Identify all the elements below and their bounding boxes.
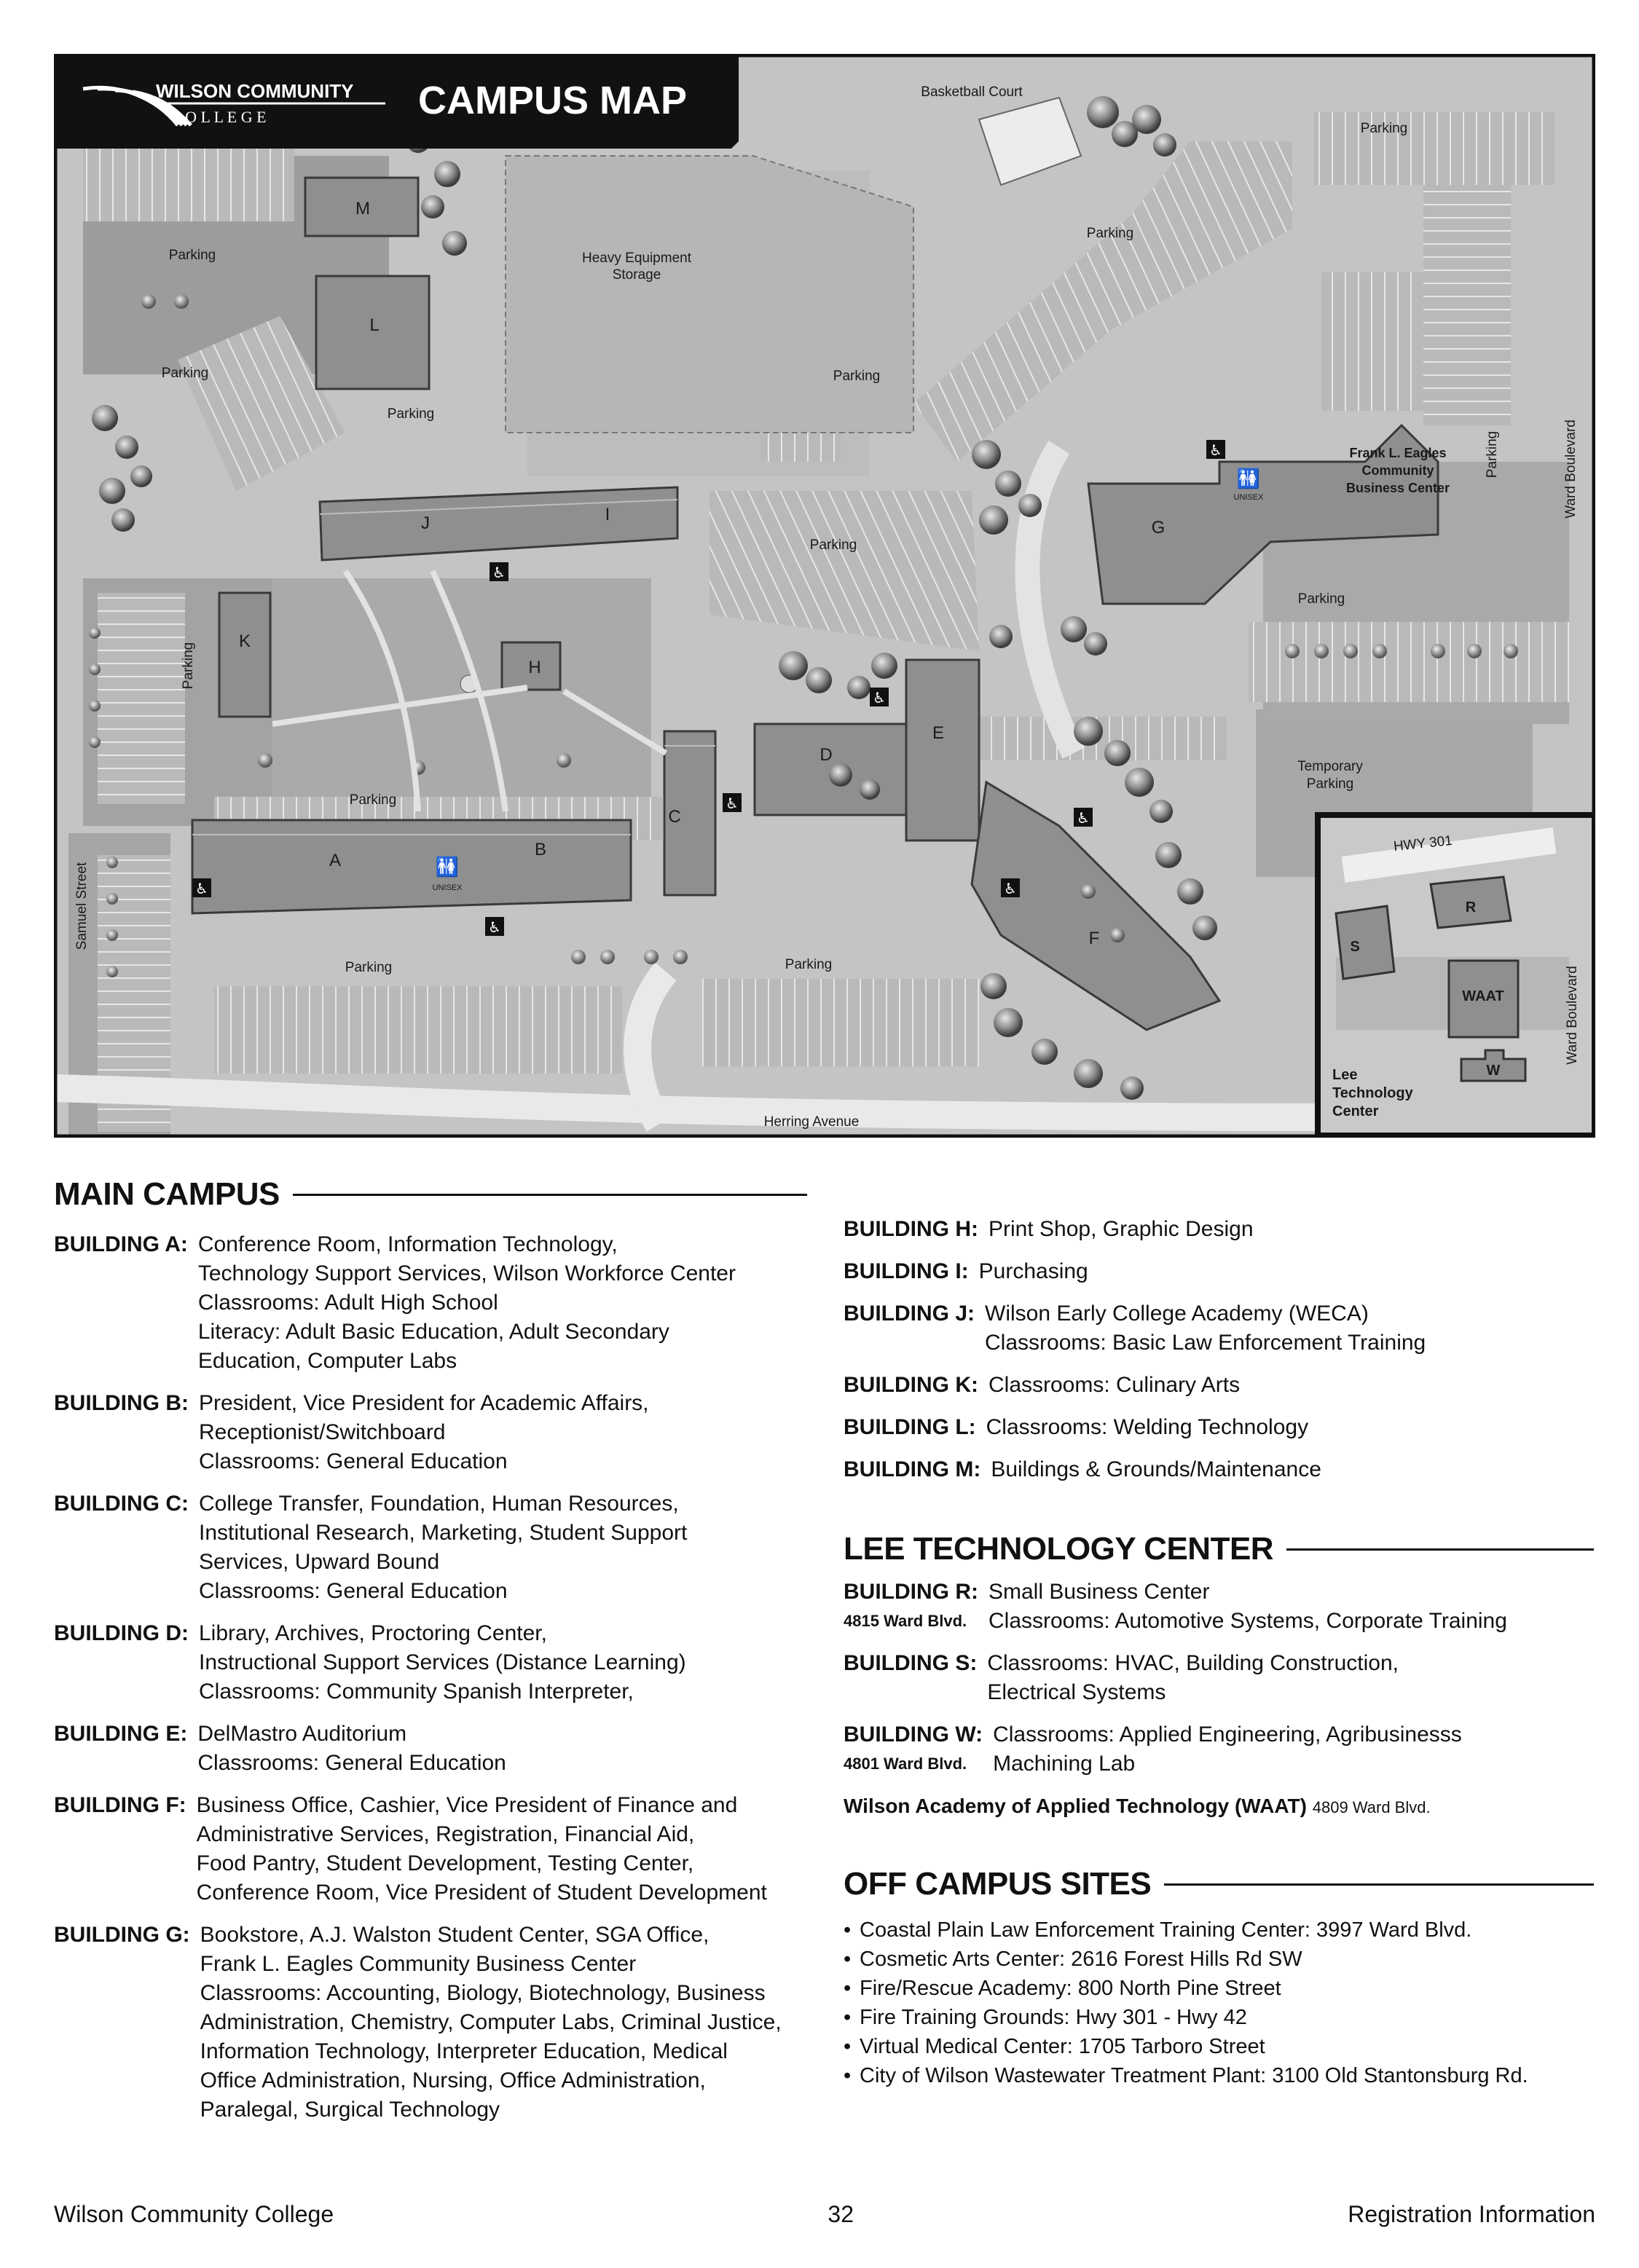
footer-section: Registration Information xyxy=(1348,2201,1595,2227)
svg-text:♿: ♿ xyxy=(873,689,886,706)
svg-text:♿: ♿ xyxy=(1209,441,1222,459)
building-entry xyxy=(844,1720,1594,1779)
parking-label: Parking xyxy=(161,366,209,381)
building-key xyxy=(844,1720,983,1779)
parking-label: Parking xyxy=(181,642,196,690)
svg-text:🚻: 🚻 xyxy=(435,857,460,878)
building-description-line: Classrooms: General Education xyxy=(197,1751,506,1775)
building-label: D xyxy=(820,745,833,765)
building-description-line: Classrooms: Automotive Systems, Corporate Training xyxy=(988,1609,1507,1633)
building-entry xyxy=(844,1413,1594,1442)
building-entry xyxy=(54,1389,807,1476)
svg-text:♿: ♿ xyxy=(1004,880,1017,897)
building-description-line: Paralegal, Surgical Technology xyxy=(200,2098,500,2122)
building-key: BUILDING E: xyxy=(54,1722,188,1746)
building-description-line: Classrooms: Accounting, Biology, Biotechnology, Business xyxy=(200,1981,766,2005)
parking-label: Parking xyxy=(1086,226,1134,241)
building-description-line: Institutional Research, Marketing, Student Support xyxy=(198,1521,688,1545)
building-description-line: Frank L. Eagles Community Business Center xyxy=(200,1952,637,1976)
building-key: BUILDING M: xyxy=(844,1457,981,1481)
off-campus-site-text: Fire Training Grounds: Hwy 301 - Hwy 42 xyxy=(860,2006,1247,2029)
building-description-line: Food Pantry, Student Development, Testing Center, xyxy=(196,1851,694,1875)
building-address: 4815 Ward Blvd. xyxy=(844,1612,967,1630)
bullet-icon: • xyxy=(844,2006,852,2029)
building-label: L xyxy=(369,315,380,335)
building-entry xyxy=(54,1230,807,1376)
off-campus-site xyxy=(844,1915,1594,1945)
waat-entry xyxy=(844,1792,1594,1822)
campus-map xyxy=(54,54,1595,1138)
building-entry xyxy=(54,1791,807,1907)
frank-eagles-label: Community xyxy=(1361,463,1434,478)
building-entry xyxy=(54,1921,807,2125)
building-description-line: Conference Room, Information Technology, xyxy=(197,1232,618,1256)
ward-boulevard-label: Ward Boulevard xyxy=(1563,420,1579,519)
building-description-line: Classrooms: Basic Law Enforcement Training xyxy=(985,1331,1426,1355)
building-description-line: Purchasing xyxy=(978,1259,1088,1283)
off-campus-site-text: Coastal Plain Law Enforcement Training Center: 3997 Ward Blvd. xyxy=(860,1918,1472,1942)
building-description-line: Classrooms: Applied Engineering, Agribusinesss xyxy=(993,1722,1462,1747)
building-label: J xyxy=(421,513,430,533)
building-label: B xyxy=(534,840,547,859)
parking-label: Parking xyxy=(809,538,857,553)
svg-text:♿: ♿ xyxy=(488,918,501,936)
parking-label: Parking xyxy=(345,960,393,975)
building-label: C xyxy=(668,807,681,827)
building-entry xyxy=(54,1720,807,1778)
ward-boulevard-label: Ward Boulevard xyxy=(1565,966,1580,1065)
building-description-line: Services, Upward Bound xyxy=(198,1550,440,1574)
building-label: H xyxy=(528,658,541,677)
building-entry xyxy=(844,1257,1594,1286)
bullet-icon: • xyxy=(844,2035,852,2058)
building-key: BUILDING S: xyxy=(844,1651,978,1675)
page-footer xyxy=(54,2201,1595,2228)
svg-text:♿: ♿ xyxy=(726,795,739,812)
off-campus-heading: OFF CAMPUS SITES xyxy=(844,1866,1594,1902)
building-key xyxy=(844,1578,978,1636)
building-key: BUILDING B: xyxy=(54,1391,189,1415)
off-campus-site xyxy=(844,2061,1594,2090)
building-key-text: BUILDING R: xyxy=(844,1580,978,1604)
building-description-line: Business Office, Cashier, Vice President of Finance and xyxy=(196,1793,738,1817)
building-entry xyxy=(844,1455,1594,1484)
building-label: F xyxy=(1088,929,1100,948)
building-description-line: Administrative Services, Registration, Financial Aid, xyxy=(196,1822,695,1846)
building-key: BUILDING H: xyxy=(844,1217,978,1241)
main-campus-section xyxy=(54,1176,807,2138)
building-e xyxy=(906,660,979,840)
building-description-line: Classrooms: HVAC, Building Construction, xyxy=(987,1651,1399,1675)
main-campus-heading: MAIN CAMPUS xyxy=(54,1176,807,1213)
building-key: BUILDING I: xyxy=(844,1259,969,1283)
building-label: WAAT xyxy=(1462,988,1504,1004)
building-description-line: Technology Support Services, Wilson Workforce Center xyxy=(197,1261,736,1285)
parking-label: Parking xyxy=(1297,591,1345,607)
building-description-line: Small Business Center xyxy=(988,1580,1210,1604)
off-campus-site xyxy=(844,2032,1594,2061)
frank-eagles-label: Business Center xyxy=(1345,481,1450,495)
building-description-line: Instructional Support Services (Distance Learning) xyxy=(198,1650,686,1674)
waat-address: 4809 Ward Blvd. xyxy=(1312,1798,1431,1816)
building-key: BUILDING L: xyxy=(844,1415,976,1439)
building-entry xyxy=(844,1215,1594,1244)
building-label: K xyxy=(238,631,251,651)
temporary-parking-label: Parking xyxy=(1306,776,1354,792)
svg-text:🚻: 🚻 xyxy=(1236,468,1261,490)
herring-avenue-label: Herring Avenue xyxy=(763,1114,860,1130)
hwy-301-label: HWY 301 xyxy=(1393,832,1453,855)
building-description-line: Administration, Chemistry, Computer Labs, Criminal Justice, xyxy=(200,2010,782,2034)
page-number: 32 xyxy=(828,2201,854,2227)
building-description-line: Electrical Systems xyxy=(987,1680,1166,1704)
off-campus-site-text: Cosmetic Arts Center: 2616 Forest Hills Rd SW xyxy=(860,1948,1302,1971)
building-entry xyxy=(844,1371,1594,1400)
building-entry xyxy=(54,1619,807,1706)
off-campus-site-text: Fire/Rescue Academy: 800 North Pine Street xyxy=(860,1977,1281,2000)
bullet-icon: • xyxy=(844,2064,852,2087)
building-key: BUILDING A: xyxy=(54,1232,188,1256)
building-label: W xyxy=(1486,1063,1501,1079)
building-entry xyxy=(844,1578,1594,1636)
building-description-line: Print Shop, Graphic Design xyxy=(988,1217,1254,1241)
svg-text:♿: ♿ xyxy=(1077,809,1090,827)
unisex-label: UNISEX xyxy=(432,883,463,892)
bullet-icon: • xyxy=(844,1977,852,2000)
building-entry xyxy=(844,1649,1594,1707)
bullet-icon: • xyxy=(844,1948,852,1971)
building-label: I xyxy=(605,505,610,524)
building-description-line: Wilson Early College Academy (WECA) xyxy=(985,1302,1369,1326)
off-campus-site-text: Virtual Medical Center: 1705 Tarboro Street xyxy=(860,2035,1265,2058)
bullet-icon: • xyxy=(844,1918,852,1942)
map-title-block xyxy=(54,54,739,149)
college-name-line2: C O L L E G E xyxy=(170,108,267,126)
parking-label: Parking xyxy=(168,248,216,263)
waat-name: Wilson Academy of Applied Technology (WAAT) xyxy=(844,1795,1307,1817)
lee-technology-label: Center xyxy=(1332,1103,1379,1119)
building-description-line: Classrooms: Community Spanish Interpreter, xyxy=(198,1680,634,1704)
lee-technology-label: Lee xyxy=(1332,1067,1358,1083)
off-campus-site xyxy=(844,1945,1594,1974)
footer-college: Wilson Community College xyxy=(54,2201,334,2227)
svg-text:♿: ♿ xyxy=(195,880,208,897)
building-description-line: Classrooms: Adult High School xyxy=(197,1291,498,1315)
building-key: BUILDING G: xyxy=(54,1923,190,1947)
building-description-line: Classrooms: Culinary Arts xyxy=(988,1373,1241,1397)
building-description-line: Classrooms: General Education xyxy=(198,1449,508,1473)
samuel-street-label: Samuel Street xyxy=(74,862,90,950)
building-description-line: Conference Room, Vice President of Student Development xyxy=(196,1881,767,1905)
parking-label: Parking xyxy=(349,792,397,808)
building-entry xyxy=(844,1299,1594,1358)
basketball-court-label: Basketball Court xyxy=(921,84,1023,100)
page-title: CAMPUS MAP xyxy=(418,79,688,122)
building-address: 4801 Ward Blvd. xyxy=(844,1755,967,1773)
building-description-line: Education, Computer Labs xyxy=(197,1349,457,1373)
building-description-line: Classrooms: General Education xyxy=(198,1579,508,1603)
lee-center-heading: LEE TECHNOLOGY CENTER xyxy=(844,1531,1594,1567)
building-description-line: Classrooms: Welding Technology xyxy=(986,1415,1309,1439)
building-label: A xyxy=(329,851,342,870)
building-entry xyxy=(54,1489,807,1606)
building-key-text: BUILDING W: xyxy=(844,1722,983,1747)
building-key: BUILDING D: xyxy=(54,1621,189,1645)
right-column xyxy=(844,1215,1594,2090)
parking-label: Parking xyxy=(1360,121,1408,136)
svg-text:♿: ♿ xyxy=(492,564,506,581)
college-name-line1: WILSON COMMUNITY xyxy=(156,80,354,102)
off-campus-site xyxy=(844,2003,1594,2032)
unisex-label: UNISEX xyxy=(1233,493,1264,502)
building-description-line: Library, Archives, Proctoring Center, xyxy=(198,1621,547,1645)
parking-label: Parking xyxy=(1485,430,1500,479)
building-description-line: Receptionist/Switchboard xyxy=(198,1420,446,1444)
building-description-line: Office Administration, Nursing, Office Administration, xyxy=(200,2068,706,2092)
building-label: G xyxy=(1151,518,1166,538)
building-k xyxy=(219,593,270,717)
main-campus-continued xyxy=(844,1215,1594,1484)
building-description-line: Machining Lab xyxy=(993,1752,1136,1776)
building-label: M xyxy=(355,199,370,218)
building-key: BUILDING K: xyxy=(844,1373,978,1397)
building-description-line: Information Technology, Interpreter Education, Medical xyxy=(200,2039,728,2063)
parking-label: Parking xyxy=(785,957,833,972)
building-label: E xyxy=(932,723,945,743)
parking-label: Parking xyxy=(387,406,435,422)
building-label: R xyxy=(1465,899,1477,916)
parking-label: Parking xyxy=(833,369,881,384)
lee-technology-label: Technology xyxy=(1332,1085,1413,1101)
building-s xyxy=(1336,906,1394,979)
building-key: BUILDING F: xyxy=(54,1793,186,1817)
building-key: BUILDING J: xyxy=(844,1302,975,1326)
off-campus-site xyxy=(844,1974,1594,2003)
building-description-line: Literacy: Adult Basic Education, Adult Secondary xyxy=(197,1320,669,1344)
heavy-equipment-label: Heavy Equipment xyxy=(582,251,691,266)
temporary-parking-label: Temporary xyxy=(1297,759,1363,774)
building-description-line: College Transfer, Foundation, Human Resources, xyxy=(198,1492,679,1516)
building-key: BUILDING C: xyxy=(54,1492,189,1516)
building-description-line: President, Vice President for Academic Affairs, xyxy=(198,1391,649,1415)
heavy-equipment-label: Storage xyxy=(612,267,661,283)
building-description-line: Bookstore, A.J. Walston Student Center, SGA Office, xyxy=(200,1923,710,1947)
building-description-line: Buildings & Grounds/Maintenance xyxy=(991,1457,1321,1481)
building-label: S xyxy=(1350,939,1360,955)
off-campus-site-text: City of Wilson Wastewater Treatment Plant: 3100 Old Stantonsburg Rd. xyxy=(860,2064,1528,2087)
frank-eagles-label: Frank L. Eagles xyxy=(1349,446,1447,460)
building-description-line: DelMastro Auditorium xyxy=(197,1722,407,1746)
